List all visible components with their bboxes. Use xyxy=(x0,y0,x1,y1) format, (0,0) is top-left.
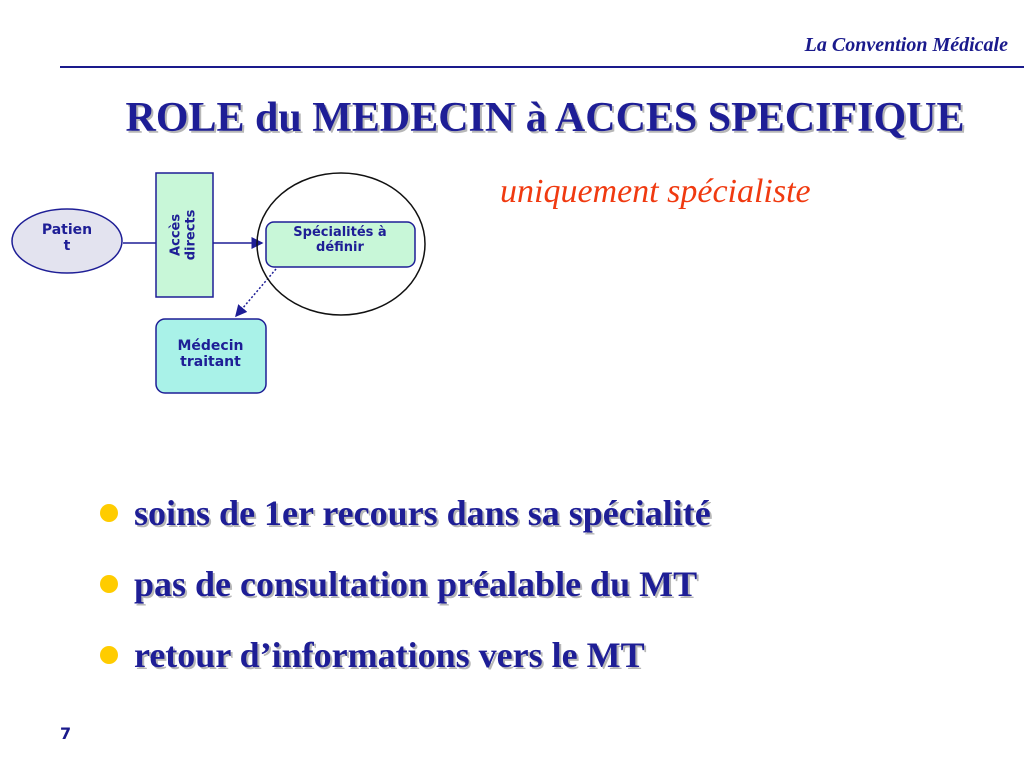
acces-directs-label-wrap xyxy=(155,173,213,297)
slide-subtitle: uniquement spécialiste xyxy=(500,173,811,210)
bullet-text: pas de consultation préalable du MT xyxy=(134,564,698,604)
page-number: 7 xyxy=(60,724,72,743)
connector-specialites-medecin xyxy=(236,269,276,316)
bullet-dot-icon xyxy=(100,646,118,664)
presentation-header: La Convention Médicale xyxy=(804,34,1008,56)
specialites-label: Spécialités à définir xyxy=(293,225,387,255)
bullet-dot-icon xyxy=(100,575,118,593)
bullet-item xyxy=(100,620,711,691)
patient-label: Patien t xyxy=(41,222,93,255)
bullet-list xyxy=(100,478,711,691)
bullet-item xyxy=(100,549,711,620)
bullet-item xyxy=(100,478,711,549)
bullet-text: soins de 1er recours dans sa spécialité xyxy=(134,493,711,533)
slide-title: ROLE du MEDECIN à ACCES SPECIFIQUE xyxy=(125,95,965,141)
acces-directs-label: Accès directs xyxy=(168,209,198,261)
medecin-traitant-label: Médecin traitant xyxy=(177,338,244,371)
bullet-dot-icon xyxy=(100,504,118,522)
bullet-text: retour d’informations vers le MT xyxy=(134,635,645,675)
